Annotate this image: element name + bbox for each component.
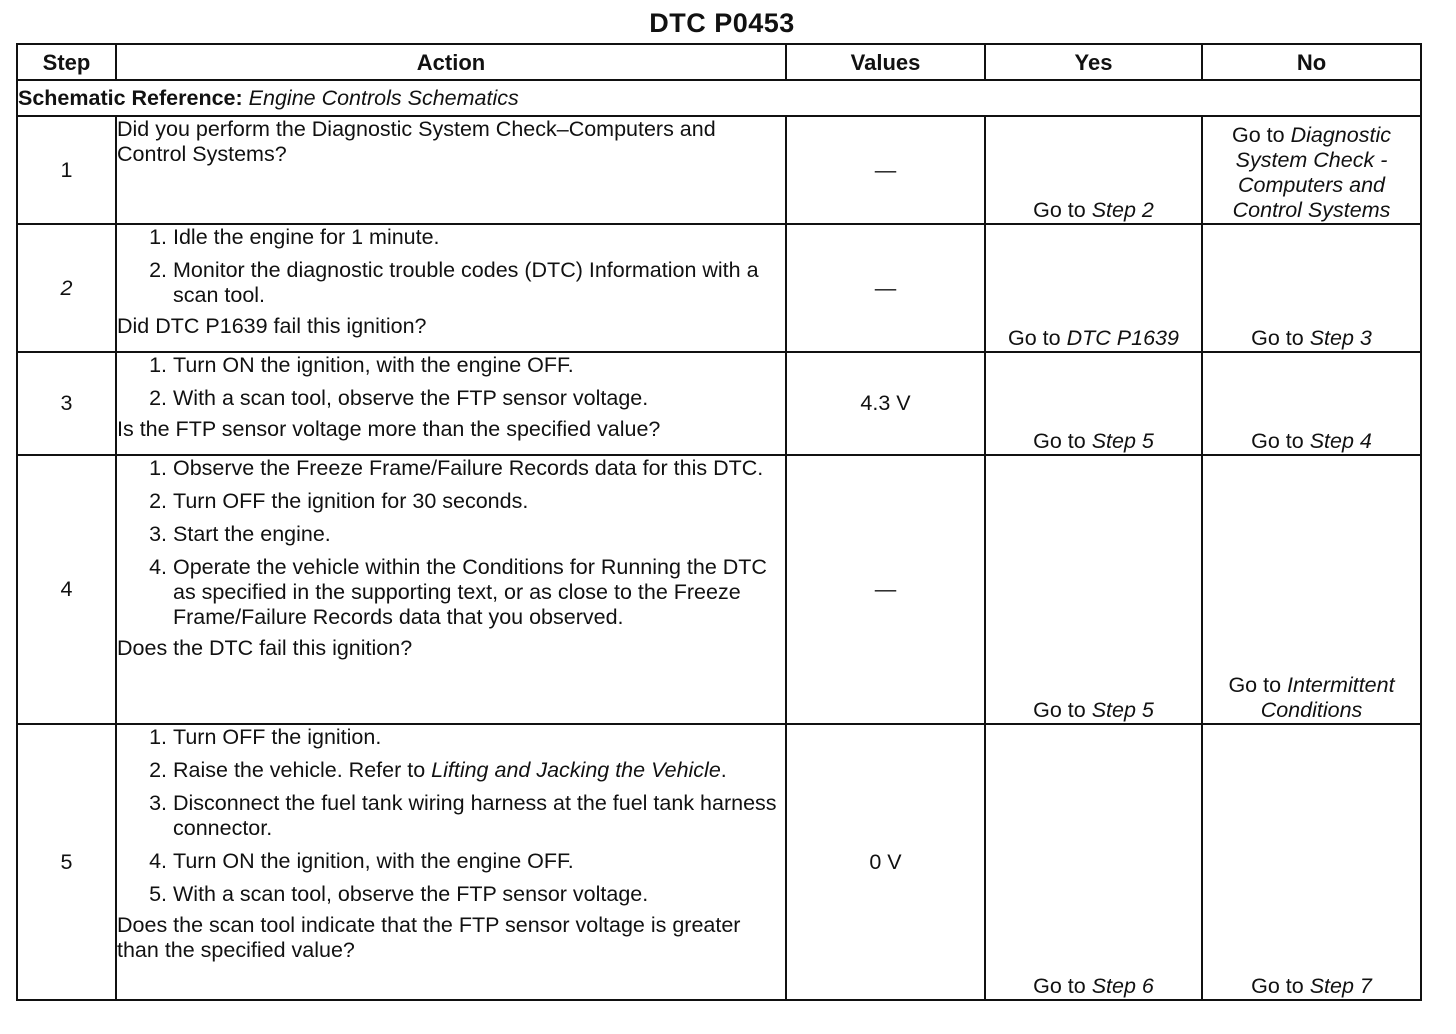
step-number: 5 [17, 724, 116, 1000]
action-step: 1. Idle the engine for 1 minute. [173, 225, 785, 250]
action-step: 2. Raise the vehicle. Refer to Lifting and Jacking the Vehicle. [173, 758, 785, 783]
header-values: Values [786, 44, 985, 80]
action-cell [116, 116, 786, 224]
yes-cell [985, 224, 1202, 352]
no-prefix: Go to [1251, 326, 1304, 350]
yes-prefix: Go to [1033, 698, 1086, 722]
action-step: 1. Turn OFF the ignition. [173, 725, 785, 750]
no-link[interactable]: Diagnostic System Check - Computers and Control Systems [1232, 123, 1391, 222]
header-yes: Yes [985, 44, 1202, 80]
action-step: 4. Operate the vehicle within the Conditions for Running the DTC as specified in the supporting text, or as close to the Freeze Frame/Failure Records data that you observed. [173, 555, 785, 630]
value-cell: — [786, 116, 985, 224]
action-question: Is the FTP sensor voltage more than the specified value? [117, 417, 661, 441]
no-cell [1202, 455, 1421, 724]
action-step: 2. With a scan tool, observe the FTP sensor voltage. [173, 386, 785, 411]
action-steps [117, 353, 785, 411]
yes-cell [985, 352, 1202, 455]
action-step: 2. Monitor the diagnostic trouble codes (DTC) Information with a scan tool. [173, 258, 785, 308]
action-step: 1. Observe the Freeze Frame/Failure Records data for this DTC. [173, 456, 785, 481]
yes-link[interactable]: DTC P1639 [1066, 326, 1179, 350]
reference-link[interactable]: Engine Controls Schematics [248, 85, 519, 110]
no-link[interactable]: Step 7 [1309, 974, 1372, 998]
table-row [17, 224, 1421, 352]
yes-prefix: Go to [1033, 429, 1086, 453]
table-row [17, 455, 1421, 724]
no-cell [1202, 724, 1421, 1000]
yes-link[interactable]: Step 6 [1091, 974, 1154, 998]
action-steps [117, 456, 785, 630]
no-cell [1202, 116, 1421, 224]
action-question: Does the scan tool indicate that the FTP sensor voltage is greater than the specified value? [117, 913, 741, 962]
value-cell: 4.3 V [786, 352, 985, 455]
table-row [17, 724, 1421, 1000]
action-question: Does the DTC fail this ignition? [117, 636, 413, 660]
no-link[interactable]: Intermittent Conditions [1260, 673, 1395, 722]
yes-prefix: Go to [1033, 198, 1086, 222]
step-number: 2 [17, 224, 116, 352]
action-cell [116, 455, 786, 724]
no-prefix: Go to [1228, 673, 1282, 697]
reference-label: Schematic Reference: [18, 85, 243, 110]
header-action: Action [116, 44, 786, 80]
no-link[interactable]: Step 3 [1309, 326, 1372, 350]
no-prefix: Go to [1232, 123, 1285, 147]
yes-cell [985, 455, 1202, 724]
value-cell: — [786, 455, 985, 724]
action-step: 1. Turn ON the ignition, with the engine OFF. [173, 353, 785, 378]
header-row [17, 44, 1421, 80]
action-steps [117, 225, 785, 308]
action-steps [117, 725, 785, 907]
action-question: Did DTC P1639 fail this ignition? [117, 314, 427, 338]
yes-link[interactable]: Step 5 [1091, 698, 1154, 722]
table-row [17, 116, 1421, 224]
yes-link[interactable]: Step 5 [1091, 429, 1154, 453]
step-number: 3 [17, 352, 116, 455]
no-cell [1202, 352, 1421, 455]
diagnostic-table [16, 43, 1422, 1001]
page-title: DTC P0453 [649, 8, 795, 38]
yes-prefix: Go to [1008, 326, 1061, 350]
schematic-reference-row [17, 80, 1421, 116]
step-number: 1 [17, 116, 116, 224]
no-prefix: Go to [1251, 429, 1304, 453]
header-step: Step [17, 44, 116, 80]
action-step: 3. Disconnect the fuel tank wiring harness at the fuel tank harness connector. [173, 791, 785, 841]
action-question: Did you perform the Diagnostic System Check–Computers and Control Systems? [117, 117, 716, 166]
table-row [17, 352, 1421, 455]
yes-cell [985, 724, 1202, 1000]
action-step: 4. Turn ON the ignition, with the engine OFF. [173, 849, 785, 874]
yes-prefix: Go to [1033, 974, 1086, 998]
action-cell [116, 352, 786, 455]
no-prefix: Go to [1251, 974, 1304, 998]
step-number: 4 [17, 455, 116, 724]
lifting-jacking-link[interactable]: Lifting and Jacking the Vehicle [431, 758, 721, 782]
yes-link[interactable]: Step 2 [1091, 198, 1154, 222]
header-no: No [1202, 44, 1421, 80]
action-step: 5. With a scan tool, observe the FTP sensor voltage. [173, 882, 785, 907]
yes-cell [985, 116, 1202, 224]
action-cell [116, 724, 786, 1000]
schematic-reference [17, 80, 1421, 116]
action-cell [116, 224, 786, 352]
no-link[interactable]: Step 4 [1309, 429, 1372, 453]
no-cell [1202, 224, 1421, 352]
action-step: 2. Turn OFF the ignition for 30 seconds. [173, 489, 785, 514]
action-step-text: Raise the vehicle. Refer to [173, 758, 426, 782]
value-cell: — [786, 224, 985, 352]
value-cell: 0 V [786, 724, 985, 1000]
action-step: 3. Start the engine. [173, 522, 785, 547]
